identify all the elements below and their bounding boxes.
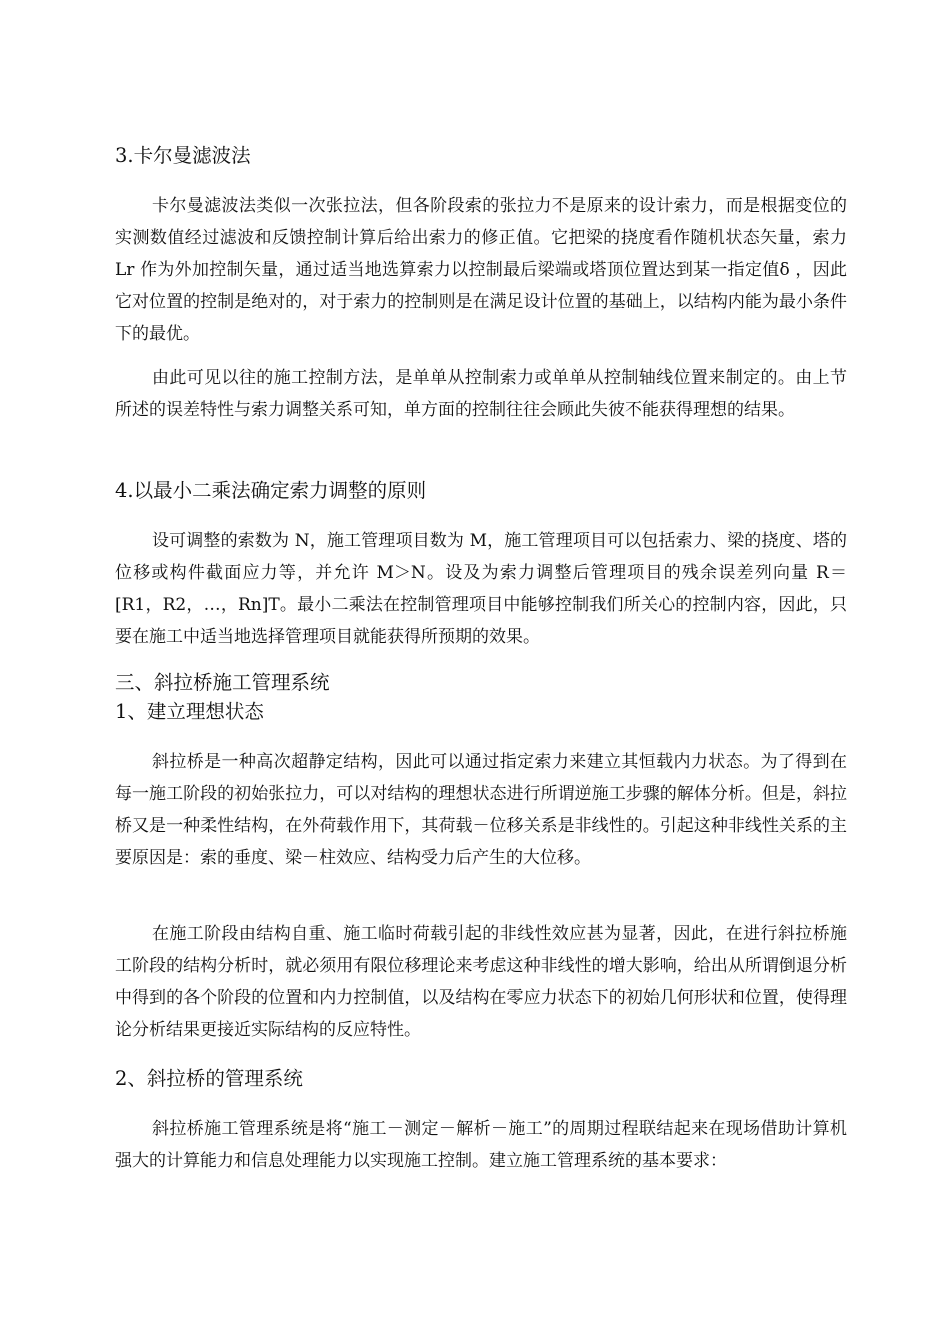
section-heading-kalman: 3.卡尔曼滤波法: [115, 144, 251, 167]
paragraph-conclusion: 由此可见以往的施工控制方法，是单单从控制索力或单单从控制轴线位置来制定的。由上节所述的误差特性与索力调整关系可知，单方面的控制往往会顾此失彼不能获得理想的结果。: [115, 368, 847, 420]
section-heading-ideal-state: 1、建立理想状态: [115, 700, 264, 723]
paragraph-nonlinear-effects: 在施工阶段由结构自重、施工临时荷载引起的非线性效应甚为显著，因此，在进行斜拉桥施工阶段的结构分析时，就必须用有限位移理论来考虑这种非线性的增大影响，给出从所谓倒退分析中得到的各个阶段的位置和内力控制值，以及结构在零应力状态下的初始几何形状和位置，使得理论分析结果更接近实际结构的反应特性。: [115, 924, 847, 1040]
paragraph-least-squares: 设可调整的索数为 N，施工管理项目数为 M，施工管理项目可以包括索力、梁的挠度、塔的位移或构件截面应力等，并允许 M＞N。设及为索力调整后管理项目的残余误差列向量 R＝[R1，R2，…，Rn]T。最小二乘法在控制管理项目中能够控制我们所关心的控制内容，因此，只要在施工中适当地选择管理项目就能获得所预期的效果。: [115, 531, 847, 647]
section-heading-least-squares: 4.以最小二乘法确定索力调整的原则: [115, 479, 427, 502]
paragraph-bridge-management: 斜拉桥施工管理系统是将“施工－测定－解析－施工”的周期过程联结起来在现场借助计算机强大的计算能力和信息处理能力以实现施工控制。建立施工管理系统的基本要求：: [115, 1119, 847, 1171]
chapter-heading-management-system: 三、斜拉桥施工管理系统: [115, 671, 330, 694]
paragraph-ideal-state: 斜拉桥是一种高次超静定结构，因此可以通过指定索力来建立其恒载内力状态。为了得到在每一施工阶段的初始张拉力，可以对结构的理想状态进行所谓逆施工步骤的解体分析。但是，斜拉桥又是一种柔性结构，在外荷载作用下，其荷载－位移关系是非线性的。引起这种非线性关系的主要原因是：索的垂度、梁－柱效应、结构受力后产生的大位移。: [115, 752, 847, 868]
section-heading-bridge-management: 2、斜拉桥的管理系统: [115, 1067, 303, 1090]
paragraph-kalman: 卡尔曼滤波法类似一次张拉法，但各阶段索的张拉力不是原来的设计索力，而是根据变位的实测数值经过滤波和反馈控制计算后给出索力的修正值。它把梁的挠度看作随机状态矢量，索力 Lr 作为外加控制矢量，通过适当地选算索力以控制最后梁端或塔顶位置达到某一指定值δ ，因此它对位置的控制是绝对的，对于索力的控制则是在满足设计位置的基础上，以结构内能为最小条件下的最优。: [115, 196, 847, 344]
